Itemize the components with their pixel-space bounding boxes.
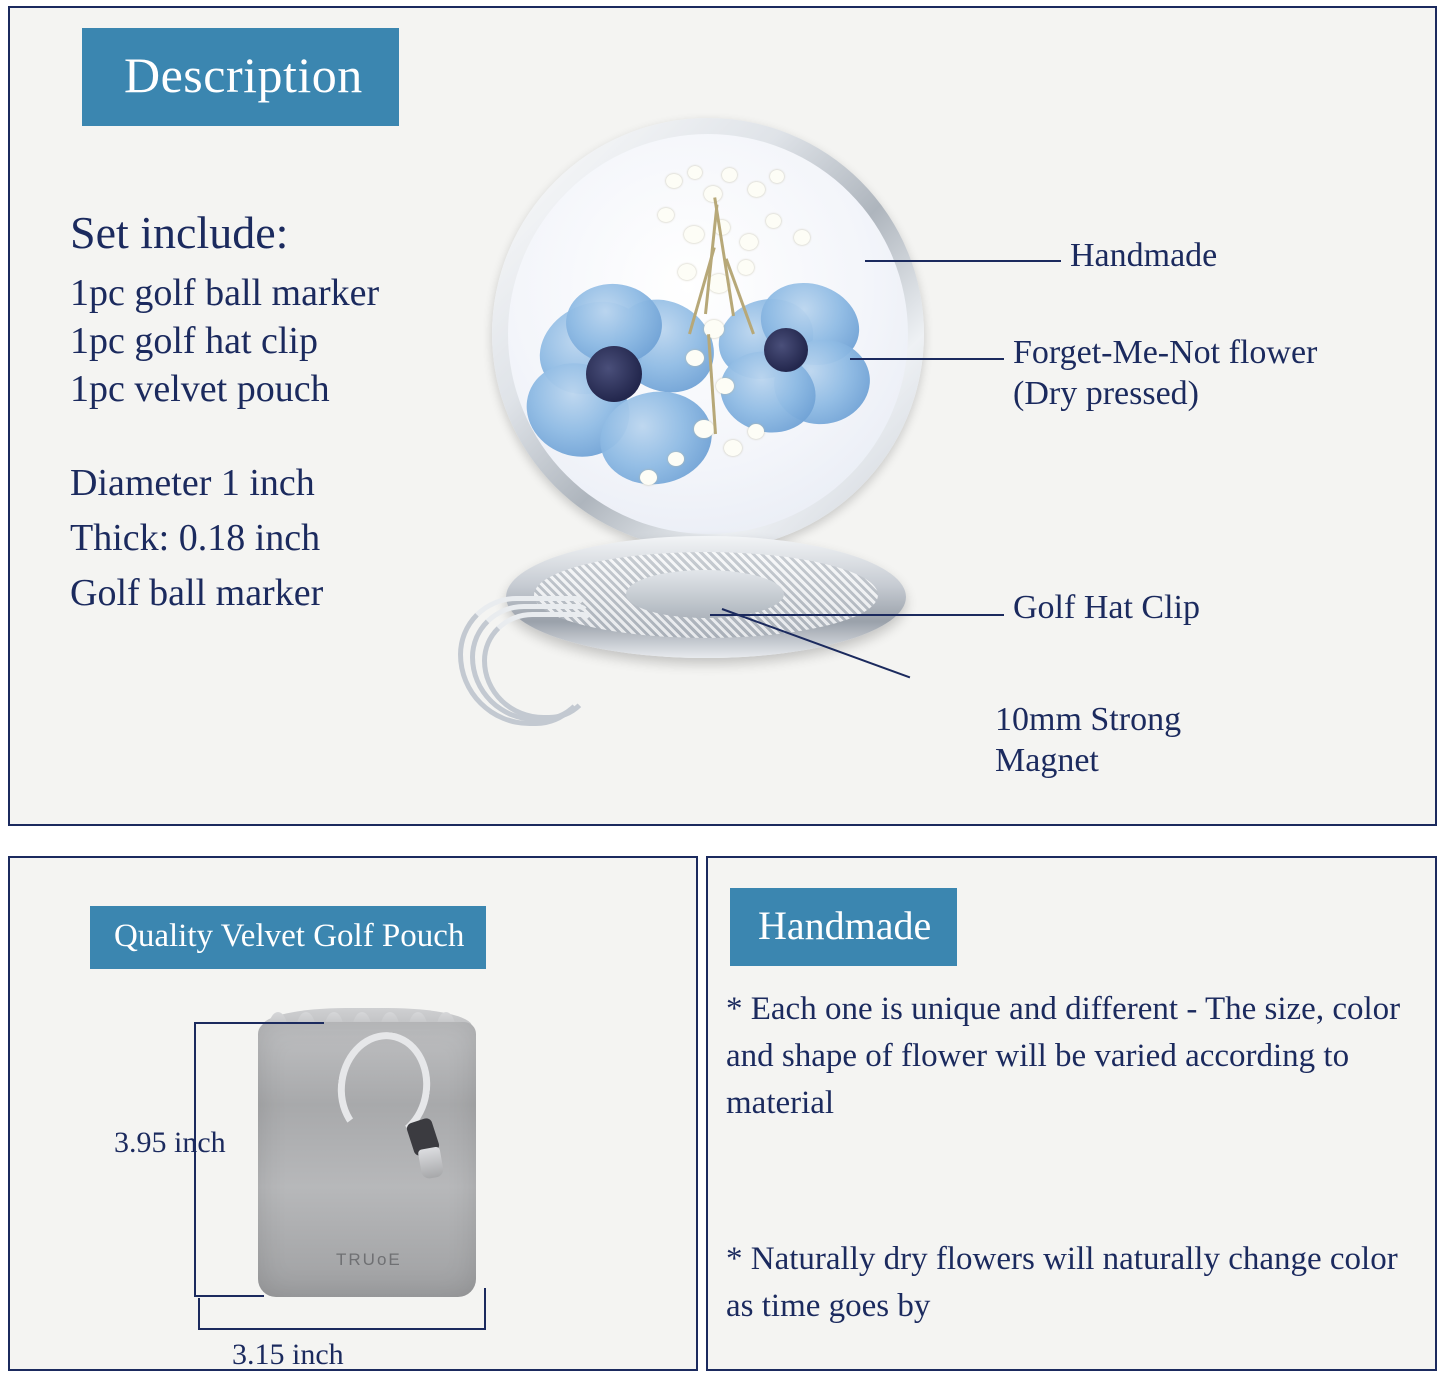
dried-flower-speck [748,424,764,439]
dried-flower-speck [640,470,657,485]
callout-magnet-line1: 10mm Strong [995,701,1182,738]
dried-flower-speck [666,174,682,188]
handmade-bullet: * Naturally dry flowers will naturally change color as time goes by [726,1241,1398,1324]
pouch-logo: TRUoE [336,1250,402,1269]
dried-flower-speck [748,182,765,197]
list-item: Golf ball marker [70,572,324,615]
list-item: Diameter 1 inch [70,462,315,504]
dried-flower-speck [668,452,684,466]
leader-line-handmade [865,260,1061,262]
callout-handmade: Handmade [1070,237,1218,274]
dried-flower-speck [740,234,758,250]
handmade-badge: Handmade [730,888,957,966]
flower-center [764,328,808,372]
velvet-pouch-panel [8,856,698,1371]
dried-flower-speck [794,230,810,245]
product-illustration [440,118,960,738]
list-item: 1pc velvet pouch [70,367,330,410]
pouch-badge: Quality Velvet Golf Pouch [90,906,486,969]
set-include-list [70,270,379,414]
dried-flower-speck [770,170,784,183]
callout-magnet-line2: Magnet [995,741,1099,779]
description-panel [8,6,1437,826]
leader-line-flower [850,358,1004,360]
description-badge: Description [82,28,399,126]
dried-flower-speck [658,208,674,222]
dried-flower-speck [688,166,702,179]
hat-clip-arm [448,588,628,738]
list-item: 1pc golf hat clip [70,319,318,362]
dried-flower-speck [686,350,704,366]
hat-clip-magnet-seat [626,570,784,618]
handmade-bullet: * Each one is unique and different - The size, color and shape of flower will be varied according to material [726,991,1401,1121]
callout-flower-line1: Forget-Me-Not flower [1013,334,1318,371]
dried-flower-speck [766,214,781,228]
leader-line-clip [710,614,1004,616]
dried-flower-speck [694,420,714,438]
dried-flower-speck [738,260,754,275]
set-include-title: Set include: [70,207,289,258]
callout-flower-line2: (Dry pressed) [1013,374,1199,412]
callout-hat-clip: Golf Hat Clip [1013,589,1200,626]
dimension-tick-bottom [194,1295,264,1297]
list-item: Thick: 0.18 inch [70,517,321,560]
dried-flower-speck [722,168,737,182]
dimension-line-horizontal [198,1328,486,1330]
list-item: 1pc golf ball marker [70,272,380,314]
pouch-width-label: 3.15 inch [232,1338,344,1371]
ball-marker-face [508,134,908,534]
spec-list [70,456,323,621]
flower-center [586,346,642,402]
dimension-tick-top [194,1022,324,1024]
dimension-tick-left [198,1298,200,1330]
callout-flower [1013,333,1317,415]
dried-flower-speck [716,378,734,394]
dried-stem [713,197,735,316]
dried-flower-speck [724,440,742,456]
pouch-height-label: 3.95 inch [114,1126,226,1159]
dried-flower-speck [678,264,696,280]
ball-marker-bezel [492,118,924,550]
dried-flower-speck [684,226,704,243]
dimension-tick-right [484,1288,486,1330]
callout-magnet [995,700,1181,782]
pouch-illustration [110,998,580,1371]
handmade-panel [706,856,1437,1371]
